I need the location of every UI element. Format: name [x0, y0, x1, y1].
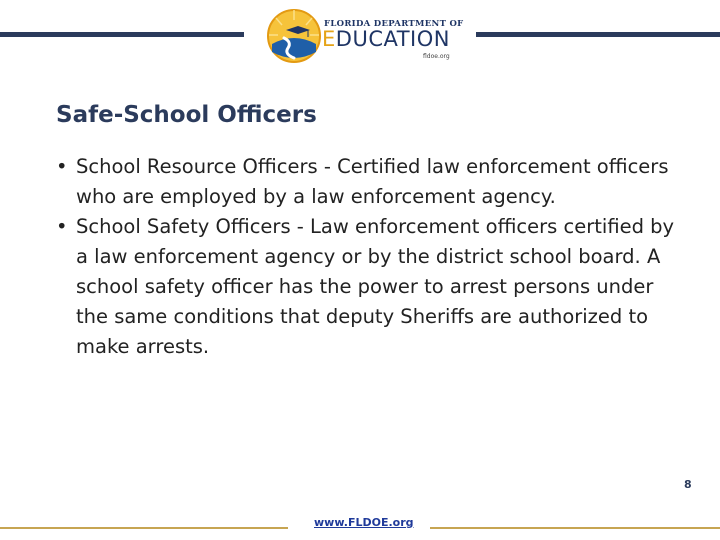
footer-rule-right: [430, 527, 720, 529]
logo-wordmark-rest: DUCATION: [335, 27, 450, 51]
bullet-list: [56, 152, 676, 362]
logo-url: fldoe.org: [423, 53, 450, 60]
footer-rule-left: [0, 527, 288, 529]
bullet-marker: •: [56, 215, 68, 238]
slide-title: Safe-School Officers: [56, 102, 317, 128]
logo-org-name: FLORIDA DEPARTMENT OF: [324, 19, 464, 29]
page-number: 8: [684, 478, 692, 491]
bullet-text: School Safety Officers - Law enforcement officers certified by a law enforcement agency or by the district school board. A school safety officer has the power to arrest persons under the same conditions that deputy Sheriffs are authorized to make arrests.: [76, 215, 675, 358]
bullet-item: [56, 152, 676, 212]
bullet-marker: •: [56, 155, 68, 178]
bullet-item: [56, 212, 676, 362]
fldoe-website-link[interactable]: www.FLDOE.org: [314, 516, 414, 529]
fldoe-logo: [266, 8, 466, 64]
florida-education-seal-icon: [266, 8, 322, 64]
header-rule-left: [0, 32, 244, 37]
header-rule-right: [476, 32, 720, 37]
logo-wordmark-initial: E: [322, 27, 336, 51]
logo-wordmark: [322, 27, 450, 51]
bullet-text: School Resource Officers - Certified law enforcement officers who are employed by a law enforcement agency.: [76, 155, 669, 208]
